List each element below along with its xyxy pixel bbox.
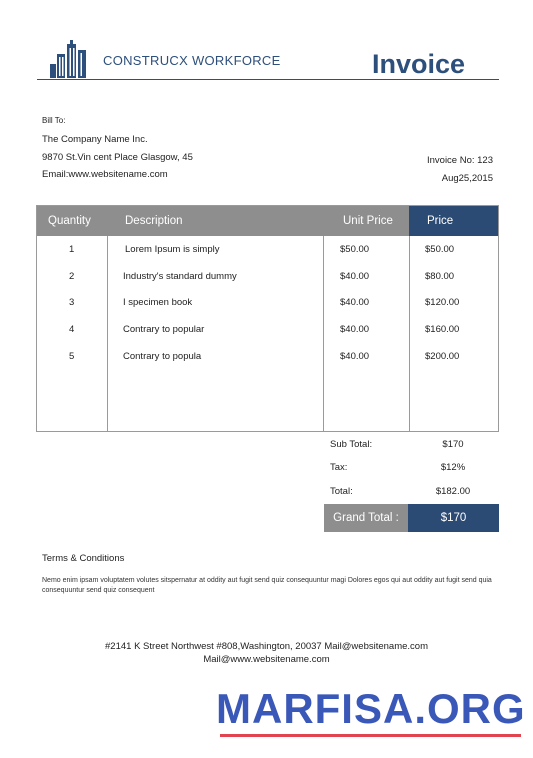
row-unit-price: $40.00	[340, 297, 370, 308]
header-price-cell	[409, 206, 498, 236]
total-label: Total:	[330, 486, 353, 497]
items-table	[36, 205, 499, 432]
row-quantity: 3	[69, 297, 75, 308]
city-buildings-icon	[48, 40, 92, 78]
tax-value: $12%	[440, 462, 466, 473]
row-unit-price: $40.00	[340, 271, 370, 282]
row-unit-price: $50.00	[340, 244, 370, 255]
column-divider	[107, 236, 108, 431]
invoice-date: Aug25,2015	[441, 173, 493, 184]
watermark-logo: MARFISA.ORG	[216, 685, 526, 732]
bill-to-email: Email:www.websitename.com	[42, 169, 168, 180]
row-description: Industry's standard dummy	[123, 271, 237, 282]
row-quantity: 1	[69, 244, 75, 255]
row-description: Contrary to popula	[123, 351, 202, 362]
row-price: $50.00	[425, 244, 455, 255]
tax-label: Tax:	[330, 462, 348, 473]
bill-to-name: The Company Name Inc.	[42, 134, 148, 145]
row-quantity: 2	[69, 271, 75, 282]
subtotal-label: Sub Total:	[330, 439, 373, 450]
header-price: Price	[427, 215, 454, 227]
row-quantity: 4	[69, 324, 75, 335]
column-divider	[323, 236, 324, 431]
terms-title: Terms & Conditions	[42, 553, 125, 564]
terms-body: Nemo enim ipsam voluptatem volutes sitspernatur at oddity aut fugit send quiz consequuntur magi Dolores egos qui aut oddity aut fugit send quia consequuntur send quiz consequent	[42, 577, 492, 594]
total-value: $182.00	[435, 486, 471, 497]
header-quantity: Quantity	[48, 215, 91, 227]
bill-to-address: 9870 St.Vin cent Place Glasgow, 45	[42, 152, 193, 163]
column-divider	[409, 236, 410, 431]
header-unit-price: Unit Price	[343, 215, 393, 227]
row-price: $80.00	[425, 271, 455, 282]
row-price: $120.00	[425, 297, 460, 308]
invoice-number: Invoice No: 123	[426, 155, 493, 166]
bill-to-label: Bill To:	[42, 116, 66, 125]
row-price: $200.00	[425, 351, 460, 362]
table-header	[37, 206, 498, 236]
row-unit-price: $40.00	[340, 351, 370, 362]
watermark-underline	[220, 734, 521, 737]
footer-mail: Mail@www.websitename.com	[203, 654, 330, 665]
invoice-title: Invoice	[372, 49, 466, 79]
grand-total-value: $170	[408, 504, 499, 532]
header-description: Description	[125, 215, 183, 227]
header-divider	[37, 79, 499, 80]
row-description: Lorem Ipsum is simply	[125, 244, 220, 255]
footer-address: #2141 K Street Northwest #808,Washington, 20037 Mail@websitename.com	[105, 641, 428, 652]
row-quantity: 5	[69, 351, 75, 362]
row-price: $160.00	[425, 324, 460, 335]
row-unit-price: $40.00	[340, 324, 370, 335]
subtotal-value: $170	[442, 439, 464, 450]
grand-total-label: Grand Total :	[324, 504, 408, 532]
company-name: CONSTRUCX WORKFORCE	[103, 53, 281, 68]
row-description: Contrary to popular	[123, 324, 205, 335]
row-description: I specimen book	[123, 297, 193, 308]
